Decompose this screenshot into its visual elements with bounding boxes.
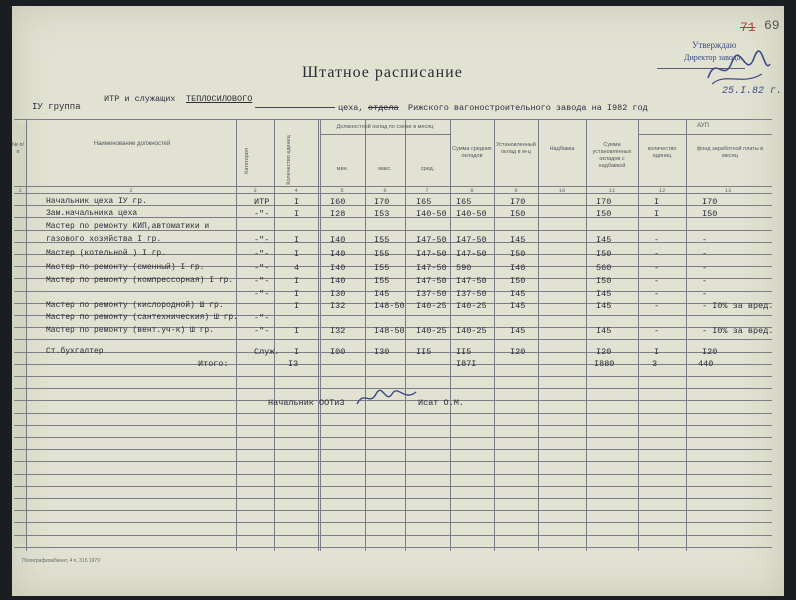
cell-name: Мастер по ремонту КИП,автоматики и xyxy=(46,222,210,231)
cell-count: I xyxy=(294,347,300,357)
cell-total: 560 xyxy=(596,263,612,273)
cell-max: I48-50 xyxy=(374,326,405,336)
cell-set: I45 xyxy=(510,289,526,299)
col-max-label: макс. xyxy=(378,166,392,172)
cell-max: I55 xyxy=(374,276,390,286)
document-title: Штатное расписание xyxy=(302,64,463,81)
cell-name: Зам.начальника цеха xyxy=(46,209,138,218)
signature-left: Начальник ООТиЗ xyxy=(268,398,345,408)
cell-name: газового хозяйства I гр. xyxy=(46,235,162,244)
cell-total: I20 xyxy=(596,347,612,357)
cell-total: I50 xyxy=(596,249,612,259)
cell-cat: -"- xyxy=(254,276,270,286)
cell-aup_f: I50 xyxy=(702,209,718,219)
director-signature xyxy=(702,44,772,92)
column-rule xyxy=(320,119,321,551)
cell-min: I40 xyxy=(330,276,346,286)
approval-text: Утверждаю xyxy=(692,40,737,50)
cell-max: I45 xyxy=(374,289,390,299)
cell-min: I32 xyxy=(330,326,346,336)
cell-avg: I40-25 xyxy=(416,301,447,311)
table-top-rule xyxy=(14,119,772,120)
cell-sum: I37-50 xyxy=(456,289,487,299)
cell-aup_f: - xyxy=(702,249,708,259)
cell-name: Мастер по ремонту (кислородной) Ш гр. xyxy=(46,301,224,310)
cell-cat: -"- xyxy=(254,249,270,259)
column-rule xyxy=(586,119,587,551)
group-label: IУ группа xyxy=(32,102,81,112)
totals-sum: I87I xyxy=(456,359,477,369)
column-rule xyxy=(494,119,495,551)
cell-max: I55 xyxy=(374,235,390,245)
column-number: 1 xyxy=(18,187,22,194)
column-rule xyxy=(405,119,406,551)
row-rule xyxy=(14,486,772,487)
cell-cat: ИТР xyxy=(254,197,270,207)
cell-min: I40 xyxy=(330,263,346,273)
column-rule xyxy=(638,119,639,551)
cell-max: I53 xyxy=(374,209,390,219)
row-rule xyxy=(14,461,772,462)
cell-count: I xyxy=(294,301,300,311)
cell-avg: I37-50 xyxy=(416,289,447,299)
row-rule xyxy=(14,364,772,365)
approver-title: Директор завода xyxy=(684,53,741,62)
cell-count: I xyxy=(294,197,300,207)
row-rule xyxy=(14,339,772,340)
col-count-label: Количество единиц xyxy=(286,135,292,185)
col-category-label: Категория xyxy=(244,148,250,174)
col-aup-label: АУП xyxy=(697,123,709,129)
column-number: 4 xyxy=(294,187,298,194)
approval-date: 25.I.82 г. xyxy=(722,86,783,97)
cell-set: I40 xyxy=(510,263,526,273)
workshop-underline xyxy=(255,107,335,108)
document-page xyxy=(12,6,784,596)
cell-name: Мастер по ремонту (компрессорная) I гр. xyxy=(46,276,234,285)
row-rule xyxy=(14,449,772,450)
column-rule xyxy=(365,119,366,551)
column-rule xyxy=(450,119,451,551)
struck-sheet-number: 71 xyxy=(740,20,756,35)
cell-min: I40 xyxy=(330,249,346,259)
cell-name: Начальник цеха IУ гр. xyxy=(46,197,147,206)
cell-aup_f: - xyxy=(702,289,708,299)
cell-min: I60 xyxy=(330,197,346,207)
column-rule xyxy=(274,119,275,551)
column-number: 6 xyxy=(383,187,387,194)
cell-sum: I47-50 xyxy=(456,249,487,259)
cell-avg: I47-50 xyxy=(416,276,447,286)
totals-aup-fund: 440 xyxy=(698,359,714,369)
salary-group-rule xyxy=(320,134,450,135)
cell-cat: -"- xyxy=(254,326,270,336)
row-rule xyxy=(14,413,772,414)
head-signature xyxy=(354,386,420,410)
cell-set: I45 xyxy=(510,235,526,245)
totals-label: Итого: xyxy=(198,359,229,369)
cell-total: I45 xyxy=(596,326,612,336)
cell-name: Мастер по ремонту (сменный) I гр. xyxy=(46,263,205,272)
row-rule xyxy=(14,437,772,438)
print-footer: Полиграфкомбинат, 4 п. 315 1979 xyxy=(22,558,100,564)
cell-avg: I40-50 xyxy=(416,209,447,219)
cell-min: I00 xyxy=(330,347,346,357)
cell-sum: I40-25 xyxy=(456,326,487,336)
row-rule xyxy=(14,498,772,499)
cell-total: I45 xyxy=(596,235,612,245)
cell-set: I20 xyxy=(510,347,526,357)
cell-avg: I47-50 xyxy=(416,263,447,273)
cell-max: I30 xyxy=(374,347,390,357)
column-rule xyxy=(26,119,27,551)
cell-total: I45 xyxy=(596,289,612,299)
col-aup-fund-label: фонд заработной платы в месяц xyxy=(696,146,764,159)
cell-sum: I47-50 xyxy=(456,235,487,245)
line-middle: цеха, xyxy=(338,103,364,113)
cell-aup_n: I xyxy=(654,197,660,207)
cell-max: I48-50 xyxy=(374,301,405,311)
row-rule xyxy=(14,535,772,536)
row-rule xyxy=(14,425,772,426)
struck-word: отдела xyxy=(368,103,399,113)
cell-max: I55 xyxy=(374,263,390,273)
cell-min: I32 xyxy=(330,301,346,311)
cell-aup_f: - xyxy=(702,263,708,273)
line-end: Рижского вагоностроительного завода на I982 год xyxy=(408,103,648,113)
cell-min: I28 xyxy=(330,209,346,219)
totals-aup-count: 3 xyxy=(652,359,658,369)
cell-aup_n: I xyxy=(654,347,660,357)
cell-sum: 590 xyxy=(456,263,472,273)
cell-set: I50 xyxy=(510,276,526,286)
col-sum-label: Сумма средних окладов xyxy=(452,146,492,159)
cell-count: I xyxy=(294,289,300,299)
totals-total: I880 xyxy=(594,359,615,369)
cell-aup_f: - I0% за вред. xyxy=(702,326,774,336)
column-rule xyxy=(686,119,687,551)
cell-count: 4 xyxy=(294,263,300,273)
column-number: 10 xyxy=(558,187,566,194)
col-avg-label: сред. xyxy=(420,166,435,172)
cell-aup_f: I70 xyxy=(702,197,718,207)
cell-min: I40 xyxy=(330,235,346,245)
aup-group-rule xyxy=(638,134,772,135)
cell-cat: -"- xyxy=(254,209,270,219)
col-num-label: № п/п xyxy=(12,142,24,155)
column-number: 9 xyxy=(514,187,518,194)
cell-sum: II5 xyxy=(456,347,472,357)
cell-aup_f: I20 xyxy=(702,347,718,357)
cell-avg: I65 xyxy=(416,197,432,207)
column-number: 3 xyxy=(253,187,257,194)
cell-count: I xyxy=(294,326,300,336)
cell-cat: -"- xyxy=(254,289,270,299)
column-rule xyxy=(538,119,539,551)
cell-aup_n: I xyxy=(654,209,660,219)
cell-set: I45 xyxy=(510,301,526,311)
cell-aup_n: - xyxy=(654,326,660,336)
cell-max: I70 xyxy=(374,197,390,207)
col-position-label: Наименование должностей xyxy=(93,141,171,147)
cell-sum: I65 xyxy=(456,197,472,207)
cell-count: I xyxy=(294,235,300,245)
cell-count: I xyxy=(294,209,300,219)
cell-count: I xyxy=(294,276,300,286)
column-number: 12 xyxy=(658,187,666,194)
cell-aup_n: - xyxy=(654,235,660,245)
cell-aup_f: - xyxy=(702,235,708,245)
cell-min: I30 xyxy=(330,289,346,299)
cell-aup_n: - xyxy=(654,301,660,311)
cell-total: I50 xyxy=(596,209,612,219)
column-number: 7 xyxy=(425,187,429,194)
signature-right: Исат О.М. xyxy=(418,398,464,408)
cell-count: I xyxy=(294,249,300,259)
row-rule xyxy=(14,474,772,475)
cell-sum: I40-50 xyxy=(456,209,487,219)
workshop-name: ТЕПЛОСИЛОВОГО xyxy=(186,94,253,104)
cell-aup_n: - xyxy=(654,276,660,286)
column-rule xyxy=(236,119,237,551)
cell-name: Ст.бухгалтер xyxy=(46,347,104,356)
cell-set: I45 xyxy=(510,326,526,336)
column-rule xyxy=(318,119,319,551)
col-bonus-label: Надбавка xyxy=(549,146,575,152)
cell-name: Мастер по ремонту (сантехническия) Ш гр. xyxy=(46,313,239,322)
line-prefix: ИТР и служащих xyxy=(104,94,176,104)
sheet-number: 69 xyxy=(764,18,780,33)
cell-total: I50 xyxy=(596,276,612,286)
cell-sum: I40-25 xyxy=(456,301,487,311)
column-number: 11 xyxy=(608,187,616,194)
col-min-label: мин. xyxy=(336,166,349,172)
row-rule xyxy=(14,547,772,548)
col-aup-count-label: количество единиц xyxy=(647,146,677,159)
cell-aup_f: - xyxy=(702,276,708,286)
cell-total: I45 xyxy=(596,301,612,311)
cell-aup_n: - xyxy=(654,263,660,273)
row-rule xyxy=(14,522,772,523)
col-set-label: Установленный оклад в м-ц xyxy=(496,142,536,155)
cell-max: I55 xyxy=(374,249,390,259)
cell-set: I50 xyxy=(510,249,526,259)
cell-aup_f: - I0% за вред. xyxy=(702,301,774,311)
cell-cat: -"- xyxy=(254,235,270,245)
cell-avg: II5 xyxy=(416,347,432,357)
cell-cat: -"- xyxy=(254,313,270,323)
row-rule xyxy=(14,510,772,511)
cell-total: I70 xyxy=(596,197,612,207)
column-number: 2 xyxy=(129,187,133,194)
cell-avg: I40-25 xyxy=(416,326,447,336)
column-number: 5 xyxy=(340,187,344,194)
cell-set: I70 xyxy=(510,197,526,207)
cell-aup_n: - xyxy=(654,249,660,259)
col-total-label: Сумма установленных окладов с надбавкой xyxy=(592,142,632,169)
column-number: 13 xyxy=(724,187,732,194)
cell-avg: I47-50 xyxy=(416,249,447,259)
cell-aup_n: - xyxy=(654,289,660,299)
col-salary-group-label: Должностной оклад по схеме в месяц xyxy=(336,124,434,130)
cell-name: Мастер по ремонту (вент.уч-к) Ш гр. xyxy=(46,326,215,335)
cell-avg: I47-50 xyxy=(416,235,447,245)
totals-count: I3 xyxy=(288,359,299,369)
cell-sum: I47-50 xyxy=(456,276,487,286)
cell-set: I50 xyxy=(510,209,526,219)
row-rule xyxy=(14,376,772,377)
cell-name: Мастер (котельной ) I гр. xyxy=(46,249,167,258)
column-number: 8 xyxy=(470,187,474,194)
cell-cat: -"- xyxy=(254,263,270,273)
cell-cat: Служ. xyxy=(254,347,280,357)
